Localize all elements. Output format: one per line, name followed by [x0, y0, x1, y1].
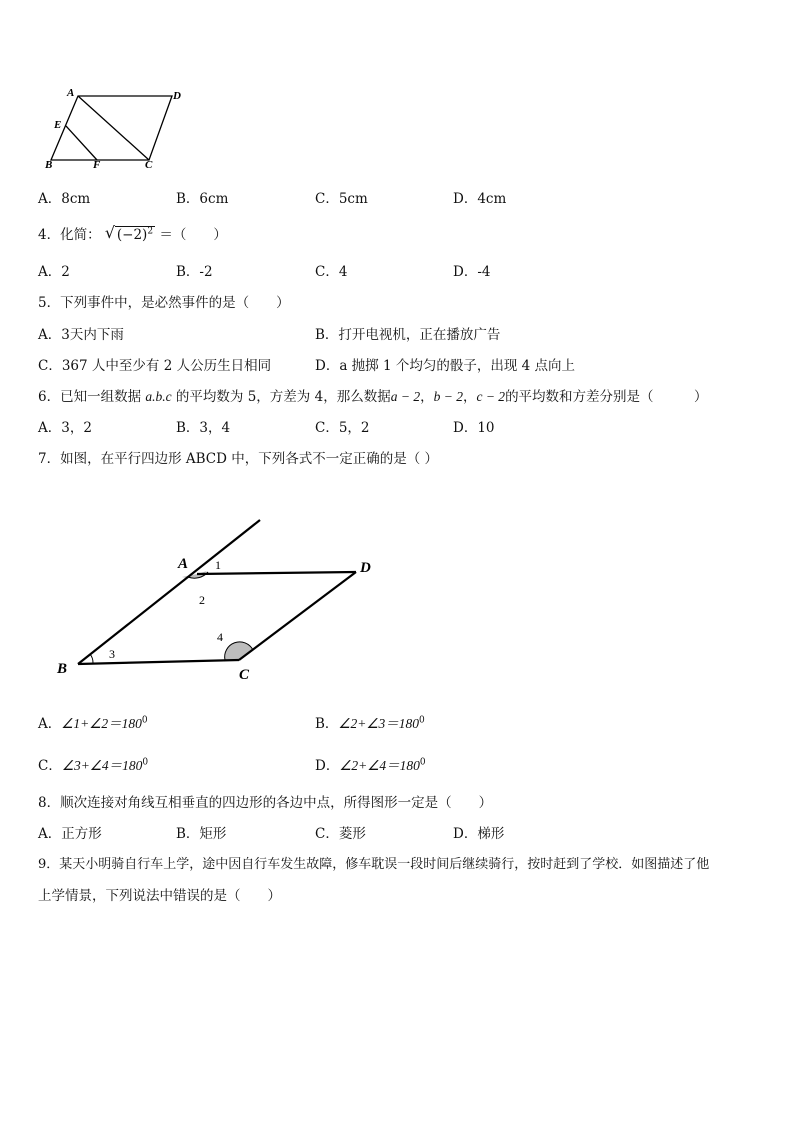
label-d: D	[173, 90, 181, 102]
q5-option-b: B．打开电视机，正在播放广告	[315, 327, 501, 343]
label-e: E	[54, 119, 62, 131]
q6-stem: 6．已知一组数据 a.b.c 的平均数为 5，方差为 4，那么数据a − 2，b − 2，c − 2的平均数和方差分别是（ ）	[38, 389, 708, 405]
q6-option-c: C．5，2	[315, 420, 370, 436]
q4-stem: 4．化简： √ $(-2)^2$ ＝（ ）	[38, 222, 227, 243]
angle-3-label: 3	[109, 647, 115, 661]
label-a: A	[178, 556, 189, 572]
label-a: A	[67, 87, 75, 99]
angle-3-arc	[90, 654, 93, 663]
q3-figure	[40, 86, 190, 170]
q6-option-a: A．3，2	[38, 420, 92, 436]
q5-option-a: A．3天内下雨	[38, 327, 124, 343]
angle-1-label: 1	[215, 558, 221, 572]
q7-option-b: B．$\angle 2+\angle 3=180^0$	[315, 715, 425, 732]
q8-stem: 8．顺次连接对角线互相垂直的四边形的各边中点，所得图形一定是（ ）	[38, 795, 493, 811]
q7-figure	[40, 510, 400, 690]
q7-option-c: C．$\angle 3+\angle 4=180^0$	[38, 757, 149, 774]
q8-option-b: B．矩形	[176, 826, 227, 842]
q8-option-d: D．梯形	[453, 826, 505, 842]
label-c: C	[239, 667, 250, 683]
segment-ef	[66, 126, 97, 160]
line-ba-extended	[78, 520, 260, 664]
label-b: B	[57, 661, 68, 677]
q3-option-b: B．6cm	[176, 191, 229, 207]
label-c: C	[145, 159, 153, 170]
angle-4-arc	[225, 642, 253, 660]
q5-stem: 5．下列事件中，是必然事件的是（ ）	[38, 295, 290, 311]
q3-option-a: A．8cm	[38, 191, 91, 207]
parallelogram-outline	[51, 96, 172, 160]
q7-option-a: A．$\angle 1+\angle 2=180^0$	[38, 715, 148, 732]
q3-option-c: C．5cm	[315, 191, 368, 207]
q6-option-d: D．10	[453, 420, 495, 436]
q6-option-b: B．3，4	[176, 420, 231, 436]
q4-option-a: A．2	[38, 264, 70, 280]
q5-option-c: C．367 人中至少有 2 人公历生日相同	[38, 358, 272, 374]
q9-stem-line2: 上学情景，下列说法中错误的是（ ）	[38, 888, 281, 904]
parallelogram-abcd-figure	[40, 86, 190, 170]
parallelogram-angles-figure	[40, 510, 400, 690]
q4-option-b: B．-2	[176, 264, 213, 280]
side-cd	[239, 572, 356, 660]
q3-option-d: D．4cm	[453, 191, 507, 207]
q9-stem-line1: 9．某天小明骑自行车上学，途中因自行车发生故障，修车耽误一段时间后继续骑行，按时赶到了学校．如图描述了他	[38, 857, 710, 872]
q5-option-d: D．a 抛掷 1 个均匀的骰子，出现 4 点向上	[315, 358, 576, 374]
q8-option-c: C．菱形	[315, 826, 366, 842]
q4-option-c: C．4	[315, 264, 348, 280]
side-bc	[78, 660, 239, 664]
q7-option-d: D．$\angle 2+\angle 4=180^0$	[315, 757, 426, 774]
angle-2-label: 2	[199, 593, 205, 607]
side-ad	[197, 572, 356, 574]
sqrt-expression: √ $(-2)^2$	[104, 222, 154, 243]
q4-option-d: D．-4	[453, 264, 491, 280]
q8-option-a: A．正方形	[38, 826, 102, 842]
label-d: D	[360, 560, 371, 576]
angle-4-label: 4	[217, 630, 223, 644]
q7-stem: 7．如图，在平行四边形 ABCD 中，下列各式不一定正确的是（ ）	[38, 451, 439, 467]
label-b: B	[45, 159, 53, 170]
label-f: F	[93, 159, 101, 170]
